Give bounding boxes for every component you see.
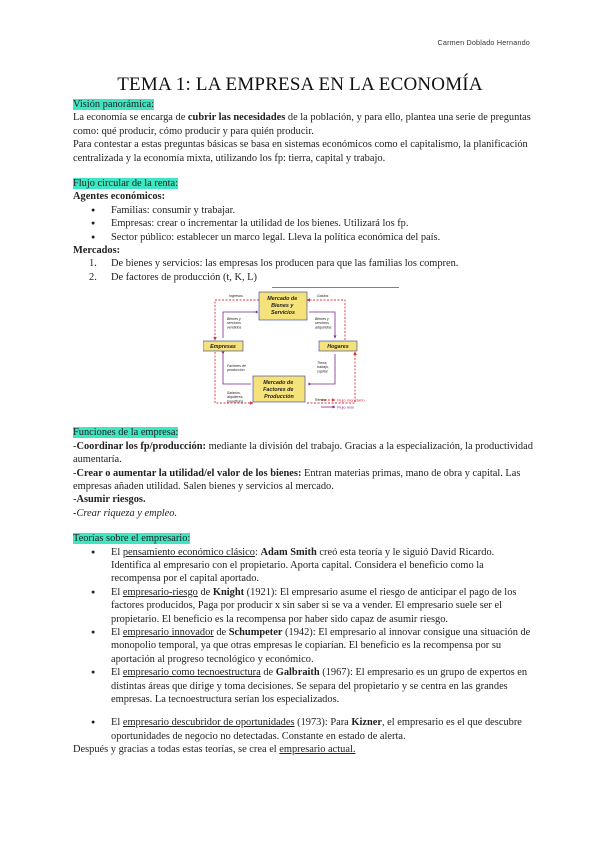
mercado-item-bienes: 1. De bienes y servicios: las empresas los producen para que las familias los compren.: [89, 258, 459, 270]
teoria-galbraith: ● El empresario como tecnoestructura de Galbraith (1967): El empresario es un grupo de expertos en distintas áreas que dirige y toma decisiones. Se separa del propietario y se centra en las grandes empresas. La tecnoestructura serían los especializados.: [73, 666, 533, 706]
svg-text:Factores deproducción: Factores de producción: [227, 364, 246, 373]
teorias-heading: Teorías sobre el empresario:: [73, 533, 191, 545]
svg-text:Ingresos: Ingresos: [229, 294, 243, 298]
circular-flow-diagram: [203, 288, 403, 410]
agente-empresas: ● Empresas: crear o incrementar la utilidad de los bienes. Utilizará los fp.: [73, 217, 533, 230]
agente-sector-publico: ● Sector público: establecer un marco legal. Lleva la política económica del país.: [73, 231, 533, 244]
svg-text:Salarios,alquileres,beneficios: Salarios, alquileres, beneficios: [227, 391, 244, 404]
flujo-heading: Flujo circular de la renta:: [73, 178, 179, 190]
svg-text:Bienes yserviciosvendidos: Bienes y servicios vendidos: [227, 317, 242, 330]
page-title: TEMA 1: LA EMPRESA EN LA ECONOMÍA: [117, 74, 483, 95]
agentes-title: Agentes económicos:: [73, 191, 166, 203]
monetary-flow-bottom-right: [307, 352, 355, 403]
svg-text:Mercado de Factores de: Mercado de Factores de Producción: [263, 380, 294, 400]
svg-text:Hogares: Hogares: [327, 344, 349, 350]
svg-text:Empresas: Empresas: [210, 344, 236, 350]
teoria-kizner: ● El empresario descubridor de oportunidades (1973): Para Kizner, el empresario es el que descubre oportunidades de negocio no detectadas. Constante en estado de alerta.: [73, 716, 533, 743]
svg-text:Bienes yserviciosadquiridos: Bienes y servicios adquiridos: [315, 317, 332, 330]
author-name: Carmen Doblado Hernando: [437, 38, 530, 47]
funcion-coordinar: -Coordinar los fp/producción: mediante la división del trabajo. Gracias a la especialización, la productividad aumentaría.: [73, 440, 533, 466]
agente-familias: ● Familias: consumir y trabajar.: [73, 204, 533, 217]
funcion-crear-riqueza: -Crear riqueza y empleo.: [73, 507, 178, 519]
teoria-clasica: ● El pensamiento económico clásico: Adam Smith creó esta teoría y le siguió David Ricardo. Identifica al empresario con el propietario. Aporta capital. Considera el beneficio como la recompensa por el capital aportado.: [73, 546, 533, 586]
svg-text:Rentas: Rentas: [315, 398, 327, 402]
svg-text:Tierra,trabajo,capital: Tierra, trabajo, capital: [317, 361, 329, 374]
vision-paragraph-2: Para contestar a estas preguntas básicas se basa en sistemas económicos como el capitalismo, la planificación centralizada y la economía mixta, utilizando los fp: tierra, capital y trabajo.: [73, 139, 528, 164]
document-body: [73, 98, 533, 757]
svg-text:Mercado de Bienes y Se: Mercado de Bienes y Servicios: [267, 296, 298, 316]
mercados-title: Mercados:: [73, 245, 121, 257]
teoria-knight: ● El empresario-riesgo de Knight (1921): El empresario asume el riesgo de anticipar el pago de los factores producidos, Paga por producir x sin saber si se va a vender. El empresario suele ser el propietario. El beneficio es la recompensa por haber sido capaz de asumir riesgo.: [73, 586, 533, 626]
funcion-asumir-riesgos: -Asumir riesgos.: [73, 494, 146, 506]
mercado-item-factores: 2. De factores de producción (t, K, L): [89, 271, 257, 283]
vision-heading: Visión panorámica:: [73, 99, 155, 110]
svg-text:Gastos: Gastos: [317, 294, 329, 298]
legend-real: Flujo real: [337, 404, 354, 410]
funciones-heading: Funciones de la empresa:: [73, 427, 179, 439]
final-paragraph: Después y gracias a todas estas teorías, se crea el empresario actual.: [73, 744, 356, 756]
funcion-crear-utilidad: -Crear o aumentar la utilidad/el valor de los bienes: Entran materias primas, mano de obra y capital. Las empresas añaden utilidad. Salen bienes y servicios al mercado.: [73, 467, 521, 492]
vision-paragraph-1: La economía se encarga de cubrir las necesidades de la población, y para ello, plantea una serie de preguntas como: qué producir, cómo producir y para quién producir.: [73, 112, 531, 137]
teoria-schumpeter: ● El empresario innovador de Schumpeter (1942): El empresario al innovar consigue una situación de monopolio temporal, ya que otras empresas le copiarían. El beneficio es la recompensa por su aportación al progreso tecnológico y económico.: [73, 626, 533, 666]
legend-monetario: Flujo monetario: [337, 397, 365, 403]
